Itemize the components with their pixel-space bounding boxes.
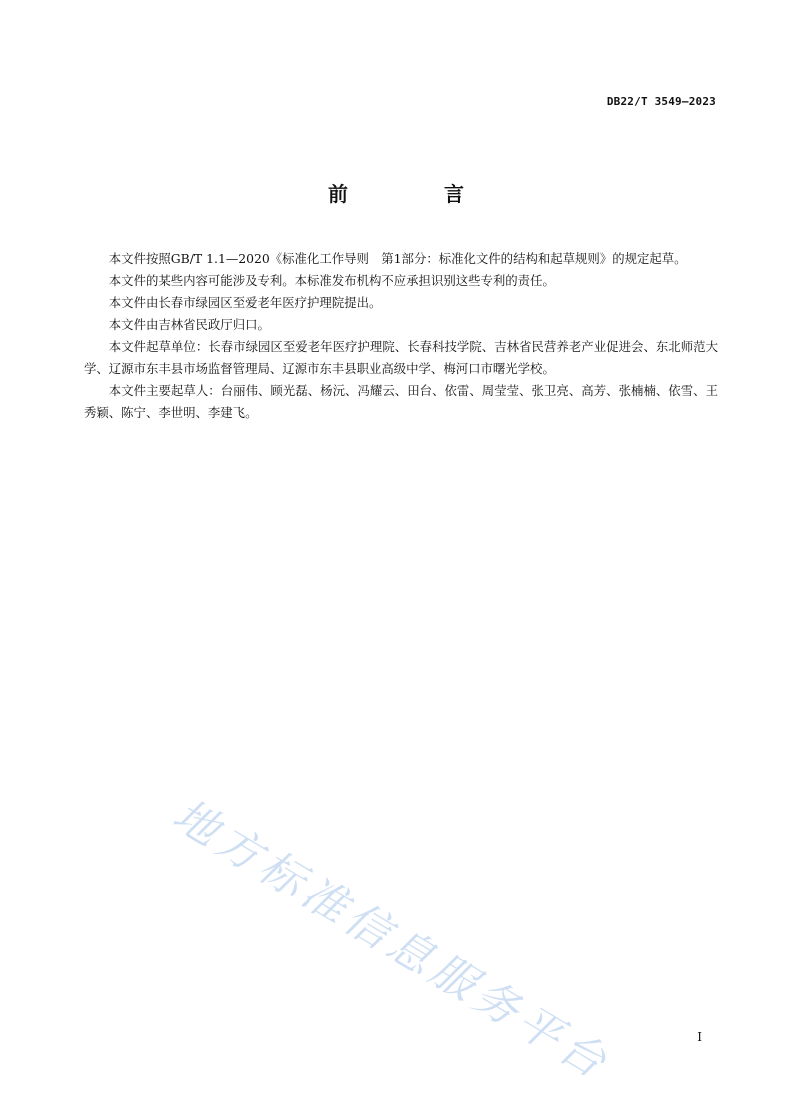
paragraph-drafting-rules: 本文件按照GB/T 1.1—2020《标准化工作导则 第1部分：标准化文件的结构和起草规则》的规定起草。 [108, 251, 687, 266]
page-number: I [697, 1030, 702, 1044]
paragraph-patent-notice: 本文件的某些内容可能涉及专利。本标准发布机构不应承担识别这些专利的责任。 [108, 273, 555, 288]
paragraph-drafting-units: 本文件起草单位：长春市绿园区至爱老年医疗护理院、长春科技学院、吉林省民营养老产业促进会、东北师范大学、辽源市东丰县市场监督管理局、辽源市东丰县职业高级中学、梅河口市曙光学校。 [84, 339, 718, 376]
watermark: 地方标准信息服务平台 [164, 789, 619, 1091]
paragraph-administrator: 本文件由吉林省民政厅归口。 [108, 317, 270, 332]
foreword-body [84, 248, 718, 424]
document-code: DB22/T 3549—2023 [606, 95, 716, 108]
page-title: 前 言 [328, 182, 502, 206]
paragraph-proposer: 本文件由长春市绿园区至爱老年医疗护理院提出。 [108, 295, 382, 310]
paragraph-drafters: 本文件主要起草人：台丽伟、顾光磊、杨沅、冯耀云、田台、依雷、周莹莹、张卫亮、高芳、张楠楠、依雪、王秀颖、陈宁、李世明、李建飞。 [84, 383, 718, 420]
